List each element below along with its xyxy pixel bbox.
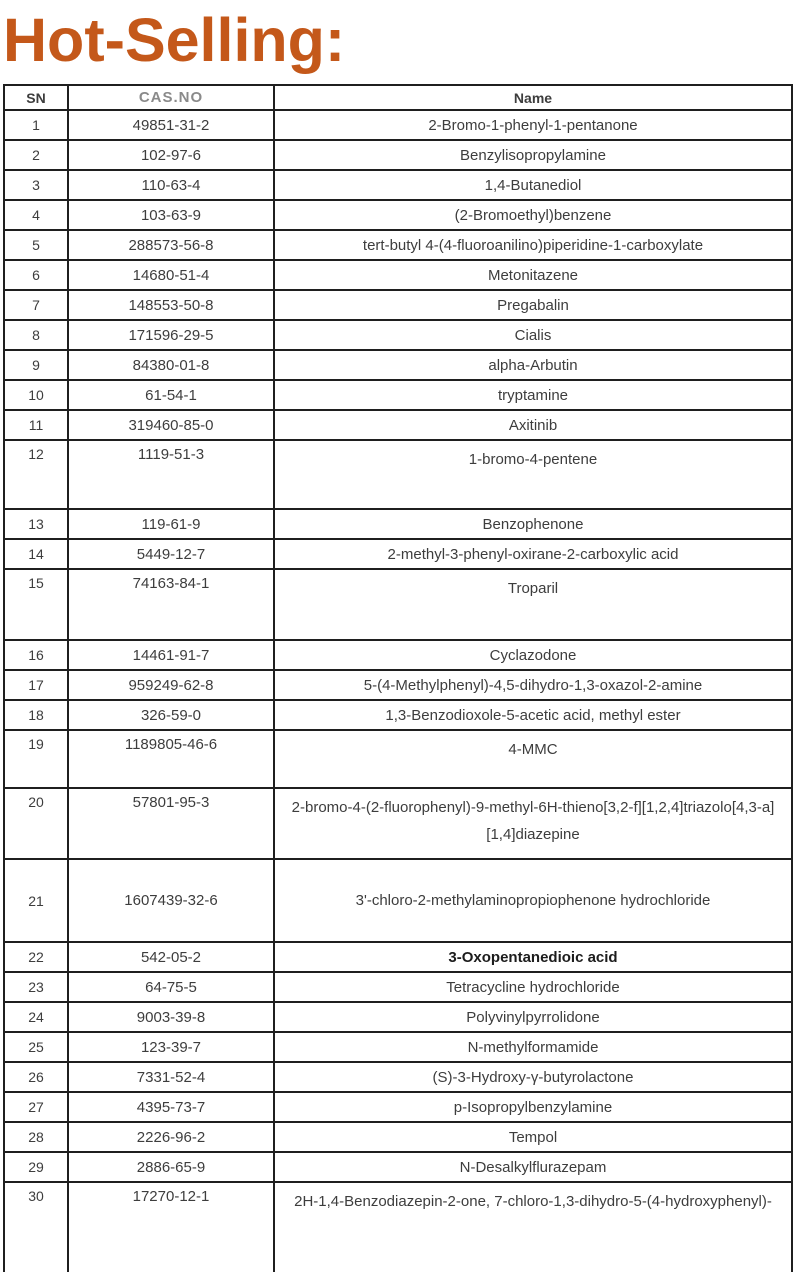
cell-cas: 959249-62-8 bbox=[68, 670, 274, 700]
table-row bbox=[4, 1182, 792, 1272]
table-row bbox=[4, 1002, 792, 1032]
cell-sn: 30 bbox=[4, 1182, 68, 1272]
cell-cas: 57801-95-3 bbox=[68, 788, 274, 859]
cell-name: p-Isopropylbenzylamine bbox=[274, 1092, 792, 1122]
cell-sn: 14 bbox=[4, 539, 68, 569]
table-row bbox=[4, 1032, 792, 1062]
cell-sn: 22 bbox=[4, 942, 68, 972]
cell-name: (2-Bromoethyl)benzene bbox=[274, 200, 792, 230]
cell-cas: 7331-52-4 bbox=[68, 1062, 274, 1092]
cell-name: tryptamine bbox=[274, 380, 792, 410]
table-row bbox=[4, 1092, 792, 1122]
cell-cas: 2226-96-2 bbox=[68, 1122, 274, 1152]
table-row bbox=[4, 260, 792, 290]
cell-cas: 61-54-1 bbox=[68, 380, 274, 410]
table-row bbox=[4, 1062, 792, 1092]
hot-selling-table bbox=[3, 84, 793, 1272]
cell-cas: 171596-29-5 bbox=[68, 320, 274, 350]
cell-sn: 6 bbox=[4, 260, 68, 290]
cell-sn: 3 bbox=[4, 170, 68, 200]
cell-cas: 288573-56-8 bbox=[68, 230, 274, 260]
cell-cas: 103-63-9 bbox=[68, 200, 274, 230]
cell-sn: 18 bbox=[4, 700, 68, 730]
cell-cas: 4395-73-7 bbox=[68, 1092, 274, 1122]
cell-name: Troparil bbox=[274, 569, 792, 640]
table-row bbox=[4, 1122, 792, 1152]
header-sn: SN bbox=[4, 85, 68, 110]
cell-name: (S)-3-Hydroxy-γ-butyrolactone bbox=[274, 1062, 792, 1092]
cell-sn: 20 bbox=[4, 788, 68, 859]
cell-sn: 13 bbox=[4, 509, 68, 539]
table-row bbox=[4, 640, 792, 670]
cell-name: 1,4-Butanediol bbox=[274, 170, 792, 200]
cell-sn: 21 bbox=[4, 859, 68, 942]
header-name: Name bbox=[274, 85, 792, 110]
table-row bbox=[4, 859, 792, 942]
cell-cas: 102-97-6 bbox=[68, 140, 274, 170]
table-row bbox=[4, 1152, 792, 1182]
cell-sn: 17 bbox=[4, 670, 68, 700]
cell-cas: 64-75-5 bbox=[68, 972, 274, 1002]
cell-name: 4-MMC bbox=[274, 730, 792, 788]
cell-name: tert-butyl 4-(4-fluoroanilino)piperidine-1-carboxylate bbox=[274, 230, 792, 260]
table-row bbox=[4, 440, 792, 509]
cell-name: 2-methyl-3-phenyl-oxirane-2-carboxylic acid bbox=[274, 539, 792, 569]
cell-sn: 9 bbox=[4, 350, 68, 380]
table-row bbox=[4, 788, 792, 859]
table-row bbox=[4, 350, 792, 380]
cell-sn: 24 bbox=[4, 1002, 68, 1032]
cell-sn: 1 bbox=[4, 110, 68, 140]
cell-name: N-Desalkylflurazepam bbox=[274, 1152, 792, 1182]
cell-cas: 1119-51-3 bbox=[68, 440, 274, 509]
cell-name: alpha-Arbutin bbox=[274, 350, 792, 380]
cell-cas: 1189805-46-6 bbox=[68, 730, 274, 788]
table-row bbox=[4, 320, 792, 350]
cell-cas: 542-05-2 bbox=[68, 942, 274, 972]
cell-name: 1-bromo-4-pentene bbox=[274, 440, 792, 509]
cell-cas: 319460-85-0 bbox=[68, 410, 274, 440]
header-row bbox=[4, 85, 792, 110]
cell-sn: 29 bbox=[4, 1152, 68, 1182]
table-row bbox=[4, 670, 792, 700]
cell-name: Metonitazene bbox=[274, 260, 792, 290]
header-cas-no: CAS.NO bbox=[68, 85, 274, 110]
cell-cas: 74163-84-1 bbox=[68, 569, 274, 640]
table-header bbox=[4, 85, 792, 110]
cell-sn: 28 bbox=[4, 1122, 68, 1152]
cell-sn: 12 bbox=[4, 440, 68, 509]
cell-name: 3-Oxopentanedioic acid bbox=[274, 942, 792, 972]
cell-name: Benzophenone bbox=[274, 509, 792, 539]
table-row bbox=[4, 380, 792, 410]
cell-sn: 10 bbox=[4, 380, 68, 410]
cell-name: Tempol bbox=[274, 1122, 792, 1152]
cell-cas: 17270-12-1 bbox=[68, 1182, 274, 1272]
cell-sn: 15 bbox=[4, 569, 68, 640]
cell-sn: 5 bbox=[4, 230, 68, 260]
cell-sn: 2 bbox=[4, 140, 68, 170]
cell-cas: 9003-39-8 bbox=[68, 1002, 274, 1032]
table-row bbox=[4, 170, 792, 200]
cell-name: N-methylformamide bbox=[274, 1032, 792, 1062]
cell-sn: 8 bbox=[4, 320, 68, 350]
cell-sn: 7 bbox=[4, 290, 68, 320]
cell-sn: 25 bbox=[4, 1032, 68, 1062]
cell-cas: 5449-12-7 bbox=[68, 539, 274, 569]
cell-name: 5-(4-Methylphenyl)-4,5-dihydro-1,3-oxazol-2-amine bbox=[274, 670, 792, 700]
cell-name: 3'-chloro-2-methylaminopropiophenone hydrochloride bbox=[274, 859, 792, 942]
cell-cas: 1607439-32-6 bbox=[68, 859, 274, 942]
table-row bbox=[4, 700, 792, 730]
cell-name: 1,3-Benzodioxole-5-acetic acid, methyl ester bbox=[274, 700, 792, 730]
cell-cas: 14680-51-4 bbox=[68, 260, 274, 290]
cell-name: 2-Bromo-1-phenyl-1-pentanone bbox=[274, 110, 792, 140]
cell-name: Cialis bbox=[274, 320, 792, 350]
cell-sn: 4 bbox=[4, 200, 68, 230]
table-row bbox=[4, 539, 792, 569]
table-body bbox=[4, 110, 792, 1272]
table-row bbox=[4, 569, 792, 640]
table-row bbox=[4, 509, 792, 539]
cell-cas: 2886-65-9 bbox=[68, 1152, 274, 1182]
cell-name: Axitinib bbox=[274, 410, 792, 440]
cell-cas: 326-59-0 bbox=[68, 700, 274, 730]
table-row bbox=[4, 730, 792, 788]
cell-name: Benzylisopropylamine bbox=[274, 140, 792, 170]
cell-cas: 148553-50-8 bbox=[68, 290, 274, 320]
cell-cas: 119-61-9 bbox=[68, 509, 274, 539]
table-row bbox=[4, 410, 792, 440]
table-row bbox=[4, 942, 792, 972]
cell-cas: 110-63-4 bbox=[68, 170, 274, 200]
cell-cas: 49851-31-2 bbox=[68, 110, 274, 140]
cell-name: Tetracycline hydrochloride bbox=[274, 972, 792, 1002]
cell-sn: 27 bbox=[4, 1092, 68, 1122]
cell-cas: 14461-91-7 bbox=[68, 640, 274, 670]
cell-sn: 26 bbox=[4, 1062, 68, 1092]
table-row bbox=[4, 972, 792, 1002]
cell-sn: 11 bbox=[4, 410, 68, 440]
cell-name: 2H-1,4-Benzodiazepin-2-one, 7-chloro-1,3-dihydro-5-(4-hydroxyphenyl)- bbox=[274, 1182, 792, 1272]
table-row bbox=[4, 230, 792, 260]
cell-cas: 84380-01-8 bbox=[68, 350, 274, 380]
table-row bbox=[4, 140, 792, 170]
table-row bbox=[4, 110, 792, 140]
cell-name: Cyclazodone bbox=[274, 640, 792, 670]
cell-sn: 19 bbox=[4, 730, 68, 788]
page-title: Hot-Selling: bbox=[3, 6, 346, 74]
cell-sn: 16 bbox=[4, 640, 68, 670]
cell-sn: 23 bbox=[4, 972, 68, 1002]
cell-cas: 123-39-7 bbox=[68, 1032, 274, 1062]
table-row bbox=[4, 290, 792, 320]
table-row bbox=[4, 200, 792, 230]
cell-name: Polyvinylpyrrolidone bbox=[274, 1002, 792, 1032]
cell-name: Pregabalin bbox=[274, 290, 792, 320]
cell-name: 2-bromo-4-(2-fluorophenyl)-9-methyl-6H-thieno[3,2-f][1,2,4]triazolo[4,3-a][1,4]diazepine bbox=[274, 788, 792, 859]
